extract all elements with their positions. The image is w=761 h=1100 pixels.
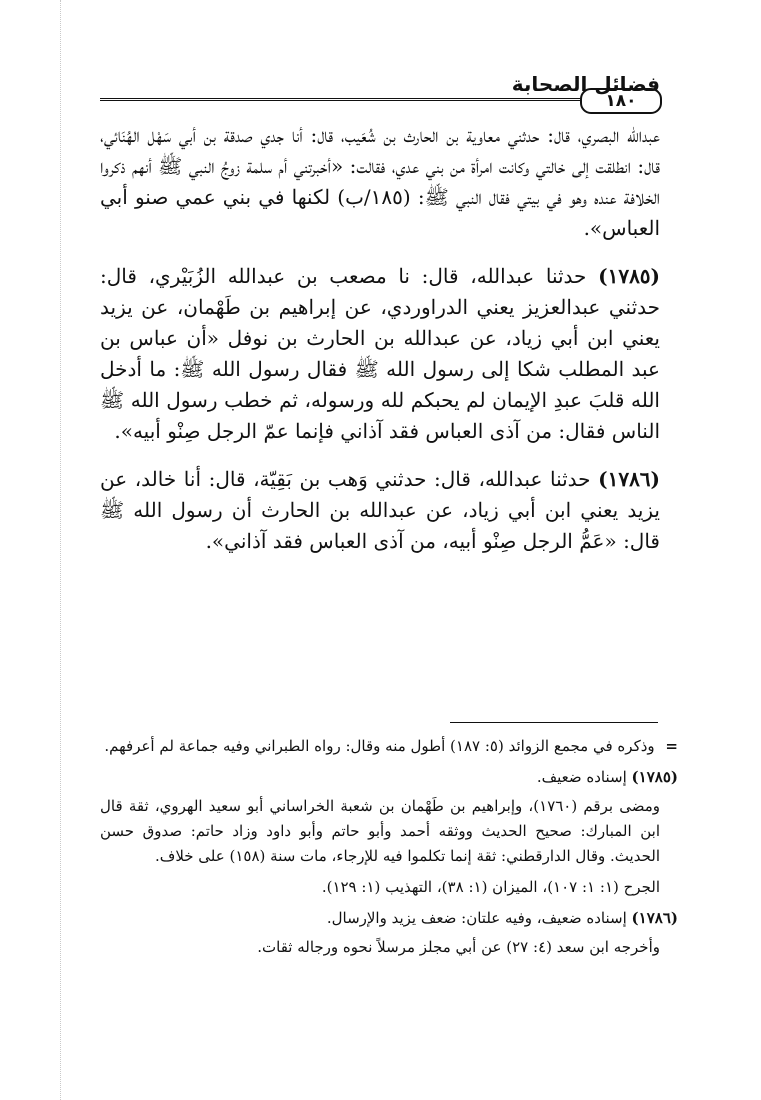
footnote-1786-detail: وأخرجه ابن سعد (٤: ٢٧) عن أبي مجلز مرسلاً نحوه ورجاله ثقات. xyxy=(257,938,660,956)
footnote-text: وذكره في مجمع الزوائد (٥: ١٨٧) أطول منه وقال: رواه الطبراني وفيه جماعة لم أعرفهم. xyxy=(104,737,655,755)
main-text xyxy=(100,120,660,574)
paragraph-text: حدثنا عبدالله، قال: حدثني وَهب بن بَقِيّة، قال: أنا خالد، عن يزيد يعني ابن أبي زياد، عن عبدالله بن الحارث أن رسول الله ﷺ قال: «عَمُّ الرجل صِنْو أبيه، من آذى العباس فقد آذاني». xyxy=(100,467,660,553)
footnote-text: إسناده ضعيف. xyxy=(536,768,627,786)
header-rule xyxy=(100,98,580,101)
continuation-mark: = xyxy=(665,737,678,755)
paragraph-hadith-1786 xyxy=(100,464,660,557)
footnote-1785 xyxy=(100,765,678,790)
footnote-1786 xyxy=(100,906,678,931)
footnote-number: (١٧٨٦) xyxy=(631,909,678,927)
footnotes xyxy=(100,734,678,966)
footnote-number: (١٧٨٥) xyxy=(631,768,678,786)
scan-edge-dots xyxy=(60,0,61,1100)
footnote-separator xyxy=(450,722,658,723)
footnote-text: إسناده ضعيف، وفيه علتان: ضعف يزيد والإرسال. xyxy=(326,909,627,927)
running-title: فضائل الصحابة xyxy=(511,72,660,96)
footnote-continued xyxy=(100,734,678,759)
footnote-1785-refs: الجرح (١: ١: ١٠٧)، الميزان (١: ٣٨)، التهذيب (١: ١٢٩). xyxy=(321,878,660,896)
footnote-1785-detail: ومضى برقم (١٧٦٠)، وإبراهيم بن طَهْمان بن شعبة الخراساني أبو سعيد الهروي، ثقة قال ابن المبارك: صحيح الحديث ووثقه أحمد وأبو حاتم وأبو داود وزاد حاتم: صدوق حسن الحديث. وقال الدارقطني: ثقة إنما تكلموا فيه للإرجاء، مات سنة (١٥٨) على خلاف. xyxy=(100,797,661,865)
hadith-number: (١٧٨٦) xyxy=(598,467,661,491)
page-number: ١٨٠ xyxy=(580,88,662,114)
paragraph-hadith-1785 xyxy=(100,261,660,447)
page-header xyxy=(100,72,660,112)
hadith-number: (١٧٨٥) xyxy=(598,264,661,288)
paragraph-text: عبدالله البصري، قال: حدثني معاوية بن الحارث بن شُعَيب، قال: أنا جدي صدقة بن أبي سَهْل الهُنَائي، قال: انطلقت إلى خالتي وكانت امرأة من بني عدي، فقالت: «أخبرتني أم سلمة زوجُ النبي ﷺ أنهم ذكروا الخلافة عنده وهو في بيتي فقال النبي ﷺ: (١٨٥/ب) لكنها في بني عمي صنو أبي العباس». xyxy=(100,123,660,240)
paragraph-text: حدثنا عبدالله، قال: نا مصعب بن عبدالله الزُبَيْري، قال: حدثني عبدالعزيز يعني الدراوردي، عن إبراهيم بن طَهْمان، عن يزيد يعني ابن أبي زياد، عن عبدالله بن الحارث بن نوفل «أن عباس بن عبد المطلب شكا إلى رسول الله ﷺ فقال رسول الله ﷺ: ما أدخل الله قلبَ عبدِ الإيمان لم يحبكم لله ورسوله، ثم خطب رسول الله ﷺ الناس فقال: من آذى العباس فقد آذاني فإنما عمّ الرجل صِنْو أبيه». xyxy=(100,264,660,443)
paragraph-intro xyxy=(100,120,660,244)
